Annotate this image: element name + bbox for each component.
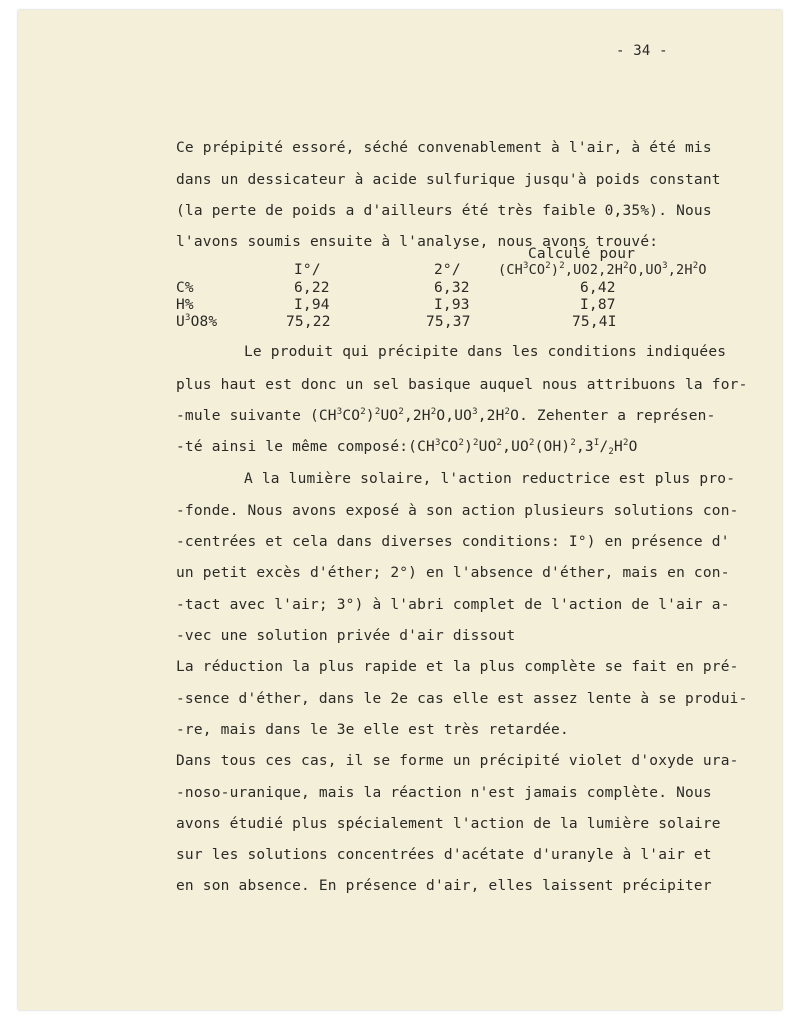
paragraph-line: (la perte de poids a d'ailleurs été très faible 0,35%). Nous bbox=[176, 203, 712, 219]
table-cell: 6,32 bbox=[434, 280, 470, 296]
paragraph-line: avons étudié plus spécialement l'action de la lumière solaire bbox=[176, 816, 721, 832]
paragraph-line: sur les solutions concentrées d'acétate d'uranyle à l'air et bbox=[176, 847, 712, 863]
table-cell: I,94 bbox=[294, 297, 330, 313]
paragraph-line: en son absence. En présence d'air, elles laissent précipiter bbox=[176, 878, 712, 894]
table-cell: 6,22 bbox=[294, 280, 330, 296]
table-cell: I,93 bbox=[434, 297, 470, 313]
paragraph-line: La réduction la plus rapide et la plus complète se fait en pré- bbox=[176, 659, 739, 675]
paragraph-line: -mule suivante $(CH^3CO^2)^2UO^2,2H^2O,UO^3,2H^2O$. Zehenter a représen- bbox=[176, 407, 716, 424]
paragraph-line: -centrées et cela dans diverses conditions: I°) en présence d' bbox=[176, 534, 730, 550]
paragraph-line: -sence d'éther, dans le 2e cas elle est assez lente à se produi- bbox=[176, 691, 748, 707]
table-row-label: C% bbox=[176, 280, 194, 296]
paragraph-line: -té ainsi le même $composé:(CH^3CO^2)^2UO^2,UO^2(OH)^2,3^I/_2H^2O$ bbox=[176, 438, 638, 457]
document-page bbox=[18, 10, 782, 1010]
page-number: - 34 - bbox=[616, 43, 668, 59]
table-cell: 75,22 bbox=[286, 314, 331, 330]
table-cell: 75,37 bbox=[426, 314, 471, 330]
paragraph-line: -fonde. Nous avons exposé à son action plusieurs solutions con- bbox=[176, 503, 739, 519]
table-cell: 6,42 bbox=[580, 280, 616, 296]
table-cell: 75,4I bbox=[572, 314, 617, 330]
table-header-col1: I°/ bbox=[294, 262, 321, 278]
table-cell: I,87 bbox=[580, 297, 616, 313]
paragraph-line: Dans tous ces cas, il se forme un précipité violet d'oxyde ura- bbox=[176, 753, 739, 769]
table-row-label: $U^3O8\%$ bbox=[176, 313, 218, 330]
paragraph-line: Ce prépipité essoré, séché convenablement à l'air, à été mis bbox=[176, 140, 712, 156]
table-header-col2: 2°/ bbox=[434, 262, 461, 278]
table-header-formula: $(CH^3CO^2)^2,UO2,2H^2O,UO^3,2H^2O$ bbox=[498, 261, 707, 278]
paragraph-line: dans un dessicateur à acide sulfurique jusqu'à poids constant bbox=[176, 172, 721, 188]
paragraph-line: -re, mais dans le 3e elle est très retardée. bbox=[176, 722, 569, 738]
paragraph-line: A la lumière solaire, l'action reductrice est plus pro- bbox=[244, 471, 736, 487]
paragraph-line: un petit excès d'éther; 2°) en l'absence d'éther, mais en con- bbox=[176, 565, 730, 581]
paragraph-line: -tact avec l'air; 3°) à l'abri complet de l'action de l'air a- bbox=[176, 597, 730, 613]
paragraph-line: -vec une solution privée d'air dissout bbox=[176, 628, 516, 644]
paragraph-line: -noso-uranique, mais la réaction n'est jamais complète. Nous bbox=[176, 785, 712, 801]
table-row-label: H% bbox=[176, 297, 194, 313]
paragraph-line: plus haut est donc un sel basique auquel nous attribuons la for- bbox=[176, 377, 748, 393]
paragraph-line: l'avons soumis ensuite à l'analyse, nous avons trouvé: bbox=[176, 234, 659, 250]
table-header-calcule: Calculé pour bbox=[528, 246, 636, 262]
paragraph-line: Le produit qui précipite dans les conditions indiquées bbox=[244, 344, 727, 360]
